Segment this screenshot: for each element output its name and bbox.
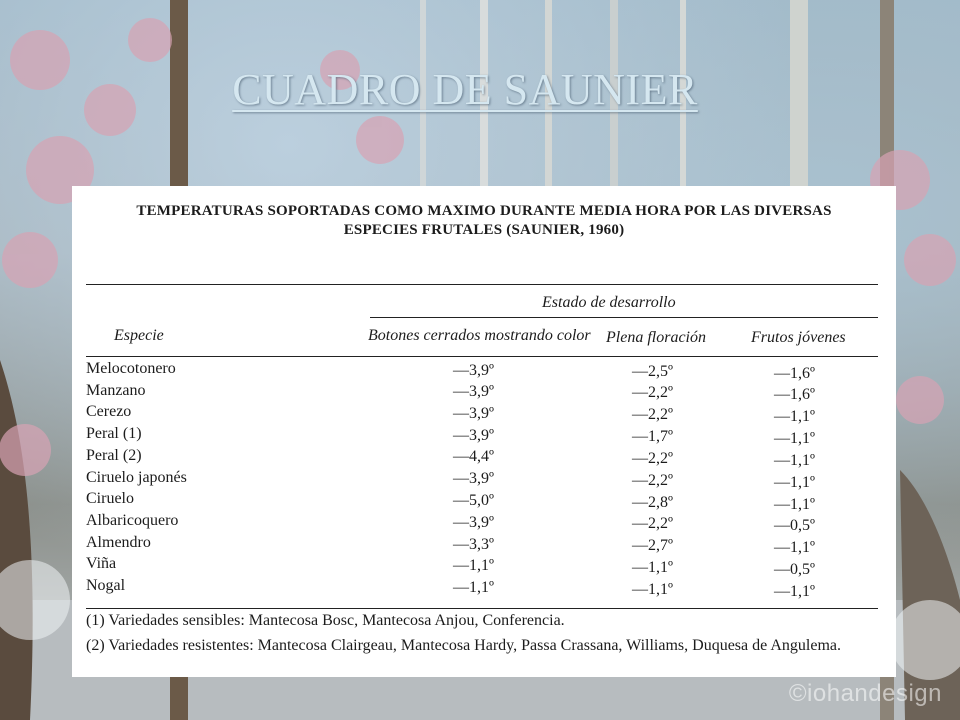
closed-buds-cell: —3,3º xyxy=(453,536,494,553)
closed-buds-cell: —3,9º xyxy=(453,362,494,379)
document-title xyxy=(72,202,896,240)
species-cell: Peral (2) xyxy=(86,447,142,464)
young-fruits-cell: —1,6º xyxy=(774,386,815,403)
full-bloom-cell: —2,2º xyxy=(632,406,673,423)
young-fruits-cell: —0,5º xyxy=(774,517,815,534)
footnote-1: (1) Variedades sensibles: Mantecosa Bosc, Mantecosa Anjou, Conferencia. xyxy=(86,612,565,629)
young-fruits-cell: —1,1º xyxy=(774,408,815,425)
full-bloom-cell: —1,7º xyxy=(632,428,673,445)
species-cell: Melocotonero xyxy=(86,360,176,377)
document-title-line-2: ESPECIES FRUTALES (SAUNIER, 1960) xyxy=(343,222,625,238)
species-cell: Nogal xyxy=(86,577,126,594)
species-cell: Peral (1) xyxy=(86,425,142,442)
species-cell: Viña xyxy=(86,555,117,572)
column-header-young-fruits: Frutos jóvenes xyxy=(751,329,846,346)
header-rule xyxy=(86,356,878,357)
species-cell: Ciruelo xyxy=(86,490,134,507)
full-bloom-cell: —2,5º xyxy=(632,363,673,380)
young-fruits-cell: —1,1º xyxy=(774,474,815,491)
full-bloom-cell: —1,1º xyxy=(632,559,673,576)
young-fruits-cell: —0,5º xyxy=(774,561,815,578)
group-rule xyxy=(370,317,878,318)
full-bloom-cell: —2,2º xyxy=(632,472,673,489)
closed-buds-cell: —3,9º xyxy=(453,427,494,444)
column-header-closed-buds: Botones cerrados mostrando color xyxy=(368,327,591,344)
closed-buds-cell: —4,4º xyxy=(453,448,494,465)
closed-buds-cell: —5,0º xyxy=(453,492,494,509)
column-header-full-bloom: Plena floración xyxy=(606,329,706,346)
young-fruits-cell: —1,1º xyxy=(774,539,815,556)
footnote-2: (2) Variedades resistentes: Mantecosa Clairgeau, Mantecosa Hardy, Passa Crassana, Williams, Duquesa de Angulema. xyxy=(86,637,841,654)
closed-buds-cell: —3,9º xyxy=(453,383,494,400)
bottom-rule xyxy=(86,608,878,609)
species-cell: Ciruelo japonés xyxy=(86,469,187,486)
closed-buds-cell: —3,9º xyxy=(453,514,494,531)
young-fruits-cell: —1,1º xyxy=(774,496,815,513)
slide-title[interactable]: CUADRO DE SAUNIER xyxy=(232,65,698,114)
species-cell: Cerezo xyxy=(86,403,132,420)
full-bloom-cell: —2,2º xyxy=(632,384,673,401)
closed-buds-cell: —3,9º xyxy=(453,470,494,487)
young-fruits-cell: —1,6º xyxy=(774,365,815,382)
young-fruits-cell: —1,1º xyxy=(774,430,815,447)
closed-buds-cell: —1,1º xyxy=(453,557,494,574)
closed-buds-cell: —1,1º xyxy=(453,579,494,596)
group-header: Estado de desarrollo xyxy=(542,294,676,311)
species-cell: Manzano xyxy=(86,382,146,399)
column-header-species: Especie xyxy=(114,327,164,344)
closed-buds-cell: —3,9º xyxy=(453,405,494,422)
full-bloom-cell: —2,7º xyxy=(632,537,673,554)
species-cell: Albaricoquero xyxy=(86,512,179,529)
young-fruits-cell: —1,1º xyxy=(774,452,815,469)
full-bloom-cell: —2,2º xyxy=(632,515,673,532)
watermark-text: ©iohandesign xyxy=(788,680,942,707)
young-fruits-cell: —1,1º xyxy=(774,583,815,600)
species-cell: Almendro xyxy=(86,534,151,551)
full-bloom-cell: —2,2º xyxy=(632,450,673,467)
document-title-line-1: TEMPERATURAS SOPORTADAS COMO MAXIMO DURANTE MEDIA HORA POR LAS DIVERSAS xyxy=(136,203,832,219)
full-bloom-cell: —2,8º xyxy=(632,494,673,511)
scanned-table-document xyxy=(72,186,896,677)
top-rule xyxy=(86,284,878,285)
full-bloom-cell: —1,1º xyxy=(632,581,673,598)
